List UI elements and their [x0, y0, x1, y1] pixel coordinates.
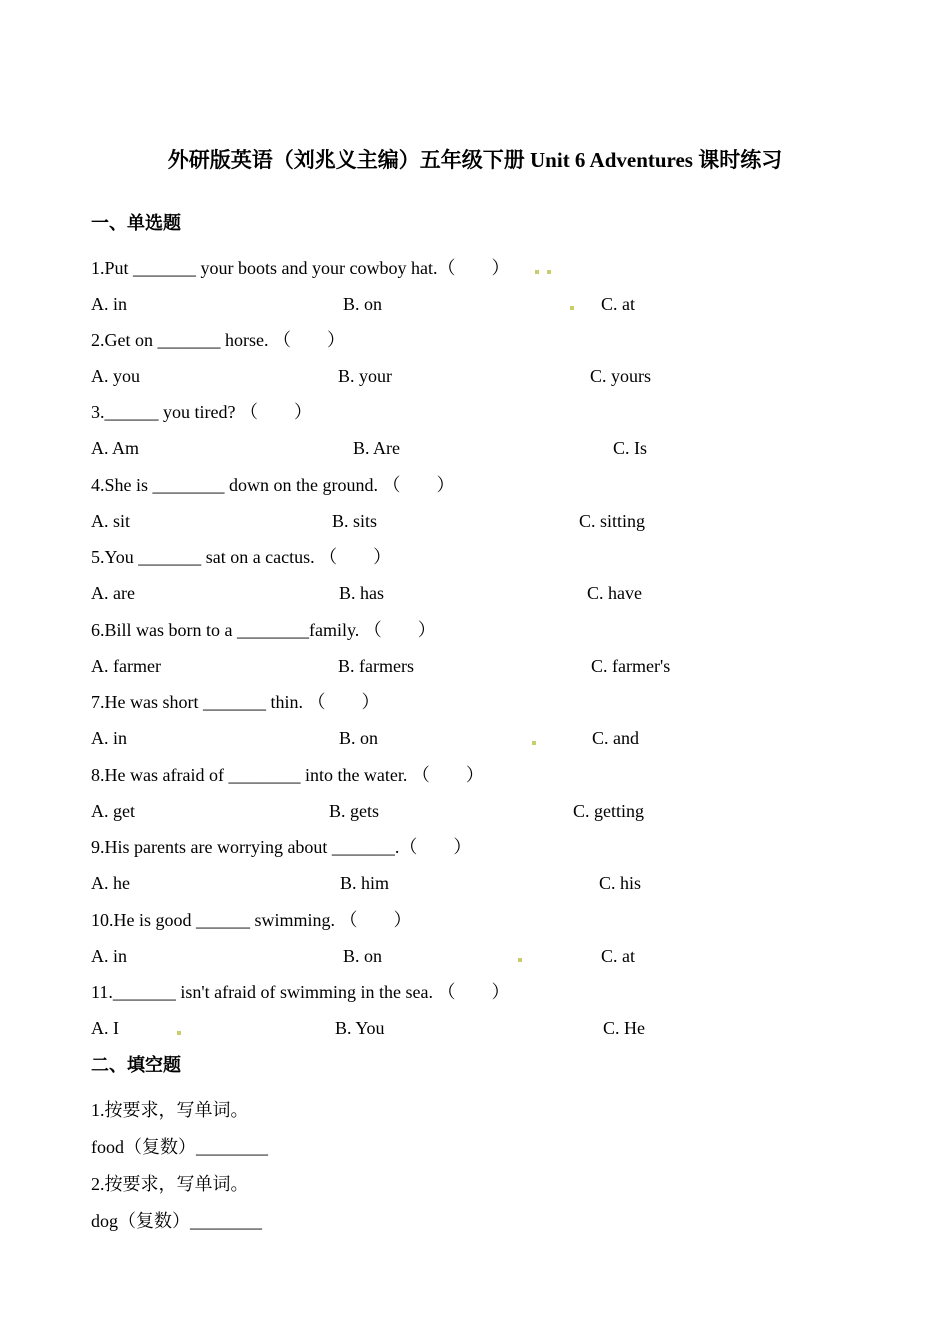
option-c: C. He: [603, 1018, 645, 1038]
option-c: C. at: [601, 946, 635, 966]
option-c: C. at: [601, 294, 635, 314]
option-a: A. he: [91, 873, 130, 893]
option-b: B. on: [339, 728, 379, 748]
option-c: C. sitting: [579, 511, 646, 531]
option-c: C. Is: [613, 438, 648, 458]
option-c: C. farmer's: [591, 656, 671, 676]
question-text: 9.His parents are worrying about _______.（ ）: [91, 837, 472, 857]
option-a: A. in: [91, 946, 127, 966]
option-a: A. I: [91, 1018, 119, 1038]
option-c: C. yours: [590, 366, 652, 386]
question-text: 5.You _______ sat on a cactus. （ ）: [91, 547, 392, 567]
option-b: B. him: [340, 873, 390, 893]
option-c: C. and: [592, 728, 639, 748]
fill-question: 2.按要求，写单词。: [91, 1174, 249, 1194]
fill-answer-line: dog（复数）________: [91, 1211, 262, 1231]
option-c: C. getting: [573, 801, 644, 821]
option-a: A. you: [91, 366, 140, 386]
decorative-dot: [532, 741, 536, 745]
question-text: 8.He was afraid of ________ into the water. （ ）: [91, 765, 484, 785]
option-b: B. farmers: [338, 656, 414, 676]
fill-question: 1.按要求，写单词。: [91, 1100, 249, 1120]
question-text: 3.______ you tired? （ ）: [91, 402, 312, 422]
decorative-dot: [535, 270, 539, 274]
option-b: B. You: [335, 1018, 385, 1038]
option-a: A. sit: [91, 511, 131, 531]
question-text: 2.Get on _______ horse. （ ）: [91, 330, 345, 350]
question-text: 6.Bill was born to a ________family. （ ）: [91, 620, 436, 640]
option-c: C. his: [599, 873, 642, 893]
decorative-dot: [177, 1031, 181, 1035]
option-a: A. Am: [91, 438, 140, 458]
question-text: 10.He is good ______ swimming. （ ）: [91, 910, 412, 930]
option-b: B. has: [339, 583, 384, 603]
section-heading-fill-blank: 二、填空题: [91, 1055, 181, 1075]
decorative-dot: [570, 306, 574, 310]
option-a: A. get: [91, 801, 135, 821]
option-b: B. on: [343, 946, 383, 966]
section-heading-single-choice: 一、单选题: [91, 213, 181, 233]
question-text: 7.He was short _______ thin. （ ）: [91, 692, 380, 712]
option-a: A. are: [91, 583, 135, 603]
option-b: B. your: [338, 366, 392, 386]
decorative-dot: [547, 270, 551, 274]
option-c: C. have: [587, 583, 642, 603]
fill-answer-line: food（复数）________: [91, 1137, 268, 1157]
page-title: 外研版英语（刘兆义主编）五年级下册 Unit 6 Adventures 课时练习: [167, 148, 783, 172]
question-text: 1.Put _______ your boots and your cowboy hat.（ ）: [91, 258, 510, 278]
option-a: A. in: [91, 294, 127, 314]
option-a: A. farmer: [91, 656, 161, 676]
option-b: B. on: [343, 294, 383, 314]
option-b: B. Are: [353, 438, 400, 458]
decorative-dot: [518, 958, 522, 962]
question-text: 4.She is ________ down on the ground. （ ）: [91, 475, 455, 495]
question-text: 11._______ isn't afraid of swimming in the sea. （ ）: [91, 982, 510, 1002]
option-a: A. in: [91, 728, 127, 748]
option-b: B. gets: [329, 801, 380, 821]
option-b: B. sits: [332, 511, 378, 531]
